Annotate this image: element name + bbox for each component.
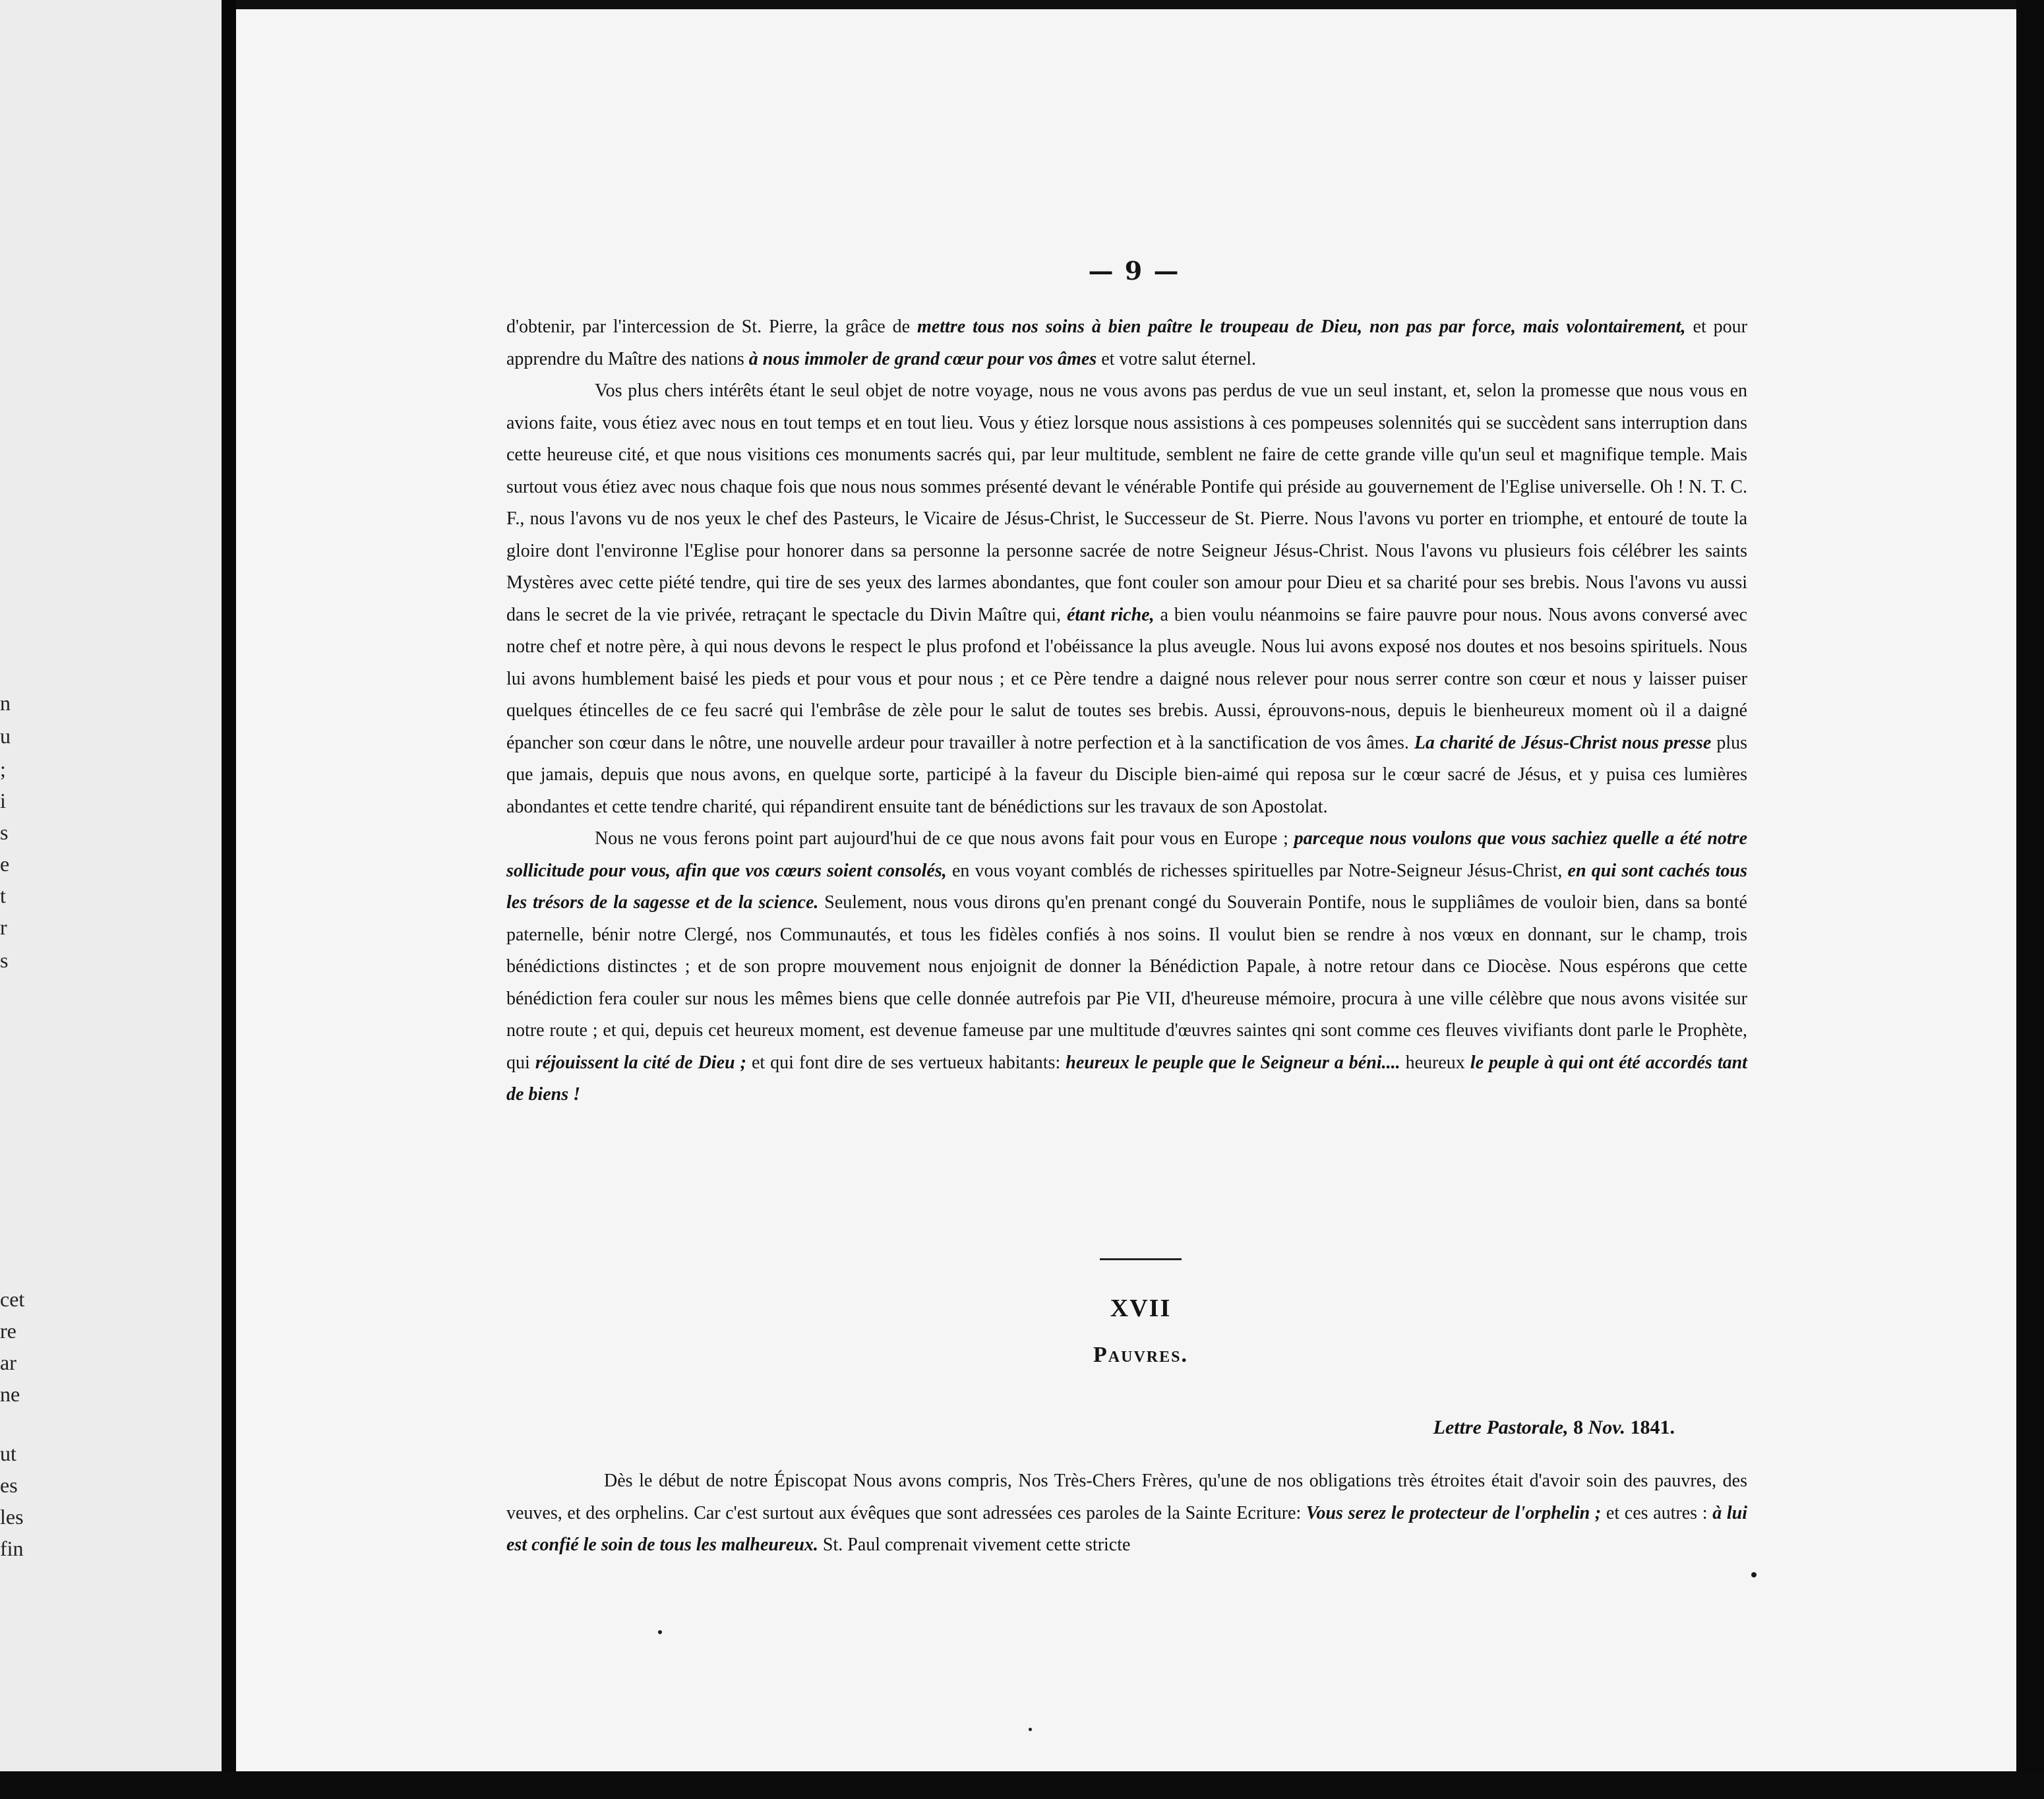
scan-bottom-edge xyxy=(0,1771,2044,1799)
left-page-fragment: u xyxy=(0,724,11,748)
section-divider xyxy=(1100,1258,1182,1260)
left-page-fragment: ut xyxy=(0,1442,16,1465)
paragraph-3: Nous ne vous ferons point part aujourd'hui de ce que nous avons fait pour vous en Europe ; parceque nous voulons que vous sachiez quelle a été notre sollicitude pour vous, afin que vos cœurs soient consolés, en vous voyant comblés de richesses spirituelles par Notre-Seigneur Jésus-Christ, en qui sont cachés tous les trésors de la sagesse et de la science. Seulement, nous vous dirons qu'en prenant congé du Souverain Pontife, nous le suppliâmes de vouloir bien, dans sa bonté paternelle, bénir notre Clergé, nos Communautés, et tous les fidèles confiés à nos soins. Il voulut bien se rendre à nos vœux en donnant, sur le champ, trois bénédictions distinctes ; et de son propre mouvement nous enjoignit de donner la Bénédiction Papale, à notre retour dans ce Diocèse. Nous espérons que cette bénédiction fera couler sur nous les mêmes biens que celle donnée autrefois par Pie VII, d'heureuse mémoire, procura à une ville célèbre que nous avons visitée sur notre route ; et qui, depuis cet heureux moment, est devenue fameuse par une multitude d'œuvres saintes qni sont comme ces fleuves vivifiants dont parle le Prophète, qui réjouissent la cité de Dieu ; et qui font dire de ses vertueux habitants: heureux le peuple que le Seigneur a béni.... heureux le peuple à qui ont été accordés tant de biens ! xyxy=(506,828,1748,1105)
left-page-fragment: ; xyxy=(0,757,6,781)
left-page-fragment: es xyxy=(0,1473,18,1497)
book-spine xyxy=(222,0,236,1799)
body-text xyxy=(506,311,1747,1111)
ink-speck xyxy=(1029,1728,1032,1731)
left-page-fragment: ar xyxy=(0,1351,16,1374)
paragraph-2: Vos plus chers intérêts étant le seul objet de notre voyage, nous ne vous avons pas perdus de vue un seul instant, et, selon la promesse que nous vous en avions faite, vous étiez avec nous en tout temps et en tout lieu. Vous y étiez lorsque nous assistions à ces pompeuses solennités qui se succèdent sans interruption dans cette heureuse cité, et que nous visitions ces monuments sacrés qui, par leur multitude, semblent ne faire de cette grande ville qu'un seul et magnifique temple. Mais surtout vous étiez avec nous chaque fois que nous nous sommes présenté devant le vénérable Pontife qui préside au gouvernement de l'Eglise universelle. Oh ! N. T. C. F., nous l'avons vu de nos yeux le chef des Pasteurs, le Vicaire de Jésus-Christ, le Successeur de St. Pierre. Nous l'avons vu porter en triomphe, et entouré de toute la gloire dont l'environne l'Eglise pour honorer dans sa personne la personne sacrée de notre Seigneur Jésus-Christ. Nous l'avons vu plusieurs fois célébrer les saints Mystères avec cette piété tendre, qui tire de ses yeux des larmes abondantes, que font couler son amour pour Dieu et sa charité pour ses brebis. Nous l'avons vu aussi dans le secret de la vie privée, retraçant le spectacle du Divin Maître qui, étant riche, a bien voulu néanmoins se faire pauvre pour nous. Nous avons conversé avec notre chef et notre père, à qui nous devons le respect le plus profond et l'obéissance la plus aveugle. Nous lui avons exposé nos doutes et nos besoins spirituels. Nous lui avons humblement baisé les pieds et pour vous et pour nous ; et ce Père tendre a daigné nous relever pour nous serrer contre son cœur et nous y laisser puiser quelques étincelles de ce feu sacré qui l'embrâse de zèle pour le salut de toutes ses brebis. Aussi, éprouvons-nous, depuis le bienheureux moment où il a daigné épancher son cœur dans le nôtre, une nouvelle ardeur pour travailler à notre perfection et à la sanctification de vos âmes. La charité de Jésus-Christ nous presse plus que jamais, depuis que nous avons, en quelque sorte, participé à la faveur du Disciple bien-aimé qui reposa sur le cœur sacré de Jésus, et y puisa ces lumières abondantes et cette tendre charité, qui répandirent ensuite tant de bénédictions sur les travaux de son Apostolat. xyxy=(506,381,1747,817)
paragraph-4: Dès le début de notre Épiscopat Nous avons compris, Nos Très-Chers Frères, qu'une de nos obligations très étroites était d'avoir soin des pauvres, des veuves, et des orphelins. Car c'est surtout aux évêques que sont adressées ces paroles de la Sainte Ecriture: Vous serez le protecteur de l'orphelin ; et ces autres : à lui est confié le soin de tous les malheureux. St. Paul comprenait vivement cette stricte xyxy=(506,1471,1748,1555)
left-page-fragment: s xyxy=(0,948,9,972)
left-page-fragment: fin xyxy=(0,1537,24,1560)
left-page-fragment: cet xyxy=(0,1287,25,1311)
dateline: Lettre Pastorale, 8 Nov. 1841. xyxy=(1433,1417,1675,1438)
left-page-fragment: re xyxy=(0,1319,16,1343)
left-page-fragment: r xyxy=(0,915,7,939)
left-page-fragment: n xyxy=(0,691,11,715)
left-page-fragment: ne xyxy=(0,1382,20,1406)
section-number: XVII xyxy=(1110,1295,1172,1322)
ink-speck xyxy=(658,1630,662,1634)
ink-speck xyxy=(1751,1572,1757,1577)
left-page-fragment: s xyxy=(0,820,9,844)
left-page-edge xyxy=(0,0,229,1799)
left-page-fragment: i xyxy=(0,789,6,812)
page-number: — 9 — xyxy=(1088,256,1180,286)
section-title: Pauvres. xyxy=(1093,1343,1188,1367)
left-page-fragment: les xyxy=(0,1505,24,1529)
left-page-fragment: e xyxy=(0,852,10,876)
paragraph-1: d'obtenir, par l'intercession de St. Pierre, la grâce de mettre tous nos soins à bien paître le troupeau de Dieu, non pas par force, mais volontairement, et pour apprendre du Maître des nations à nous immoler de grand cœur pour vos âmes et votre salut éternel. xyxy=(506,317,1748,369)
page-outer-edge xyxy=(2016,0,2044,1799)
left-page-fragment: t xyxy=(0,884,6,907)
section-body-text xyxy=(506,1465,1747,1562)
